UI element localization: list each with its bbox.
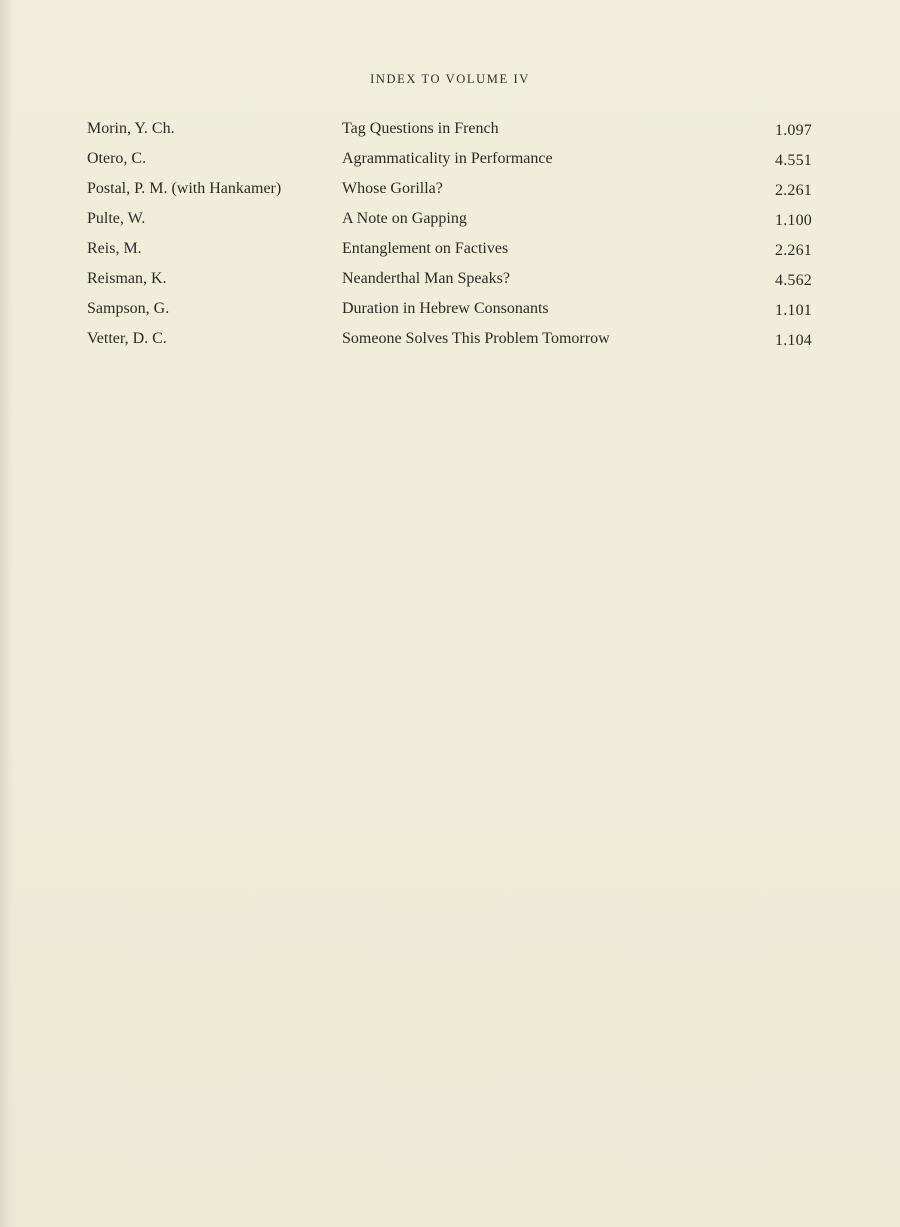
entry-title: Someone Solves This Problem Tomorrow	[342, 330, 610, 347]
entry-title: Tag Questions in French	[342, 120, 499, 137]
index-entry	[87, 326, 812, 356]
entry-author: Vetter, D. C.	[87, 330, 167, 347]
index-entry	[87, 116, 812, 146]
index-entry	[87, 146, 812, 176]
entry-reference: 1.097	[775, 122, 812, 139]
page-header: INDEX TO VOLUME IV	[370, 72, 530, 86]
entry-reference: 4.562	[775, 272, 812, 289]
entry-author: Morin, Y. Ch.	[87, 120, 175, 137]
entry-title: Neanderthal Man Speaks?	[342, 270, 510, 287]
entry-author: Otero, C.	[87, 150, 147, 167]
index-entry	[87, 266, 812, 296]
index-entry	[87, 296, 812, 326]
index-entry	[87, 236, 812, 266]
entry-author: Reisman, K.	[87, 270, 167, 287]
entry-reference: 2.261	[775, 182, 812, 199]
index-entry	[87, 206, 812, 236]
entry-reference: 1.101	[775, 302, 812, 319]
entry-author: Sampson, G.	[87, 300, 170, 317]
entry-author: Postal, P. M. (with Hankamer)	[87, 180, 282, 197]
entry-title: A Note on Gapping	[342, 210, 467, 227]
index-table	[87, 116, 812, 356]
entry-title: Duration in Hebrew Consonants	[342, 300, 549, 317]
page-edge-shadow	[0, 0, 14, 1227]
entry-reference: 2.261	[775, 242, 812, 259]
entry-author: Reis, M.	[87, 240, 142, 257]
entry-reference: 1.100	[775, 212, 812, 229]
entry-reference: 4.551	[775, 152, 812, 169]
entry-author: Pulte, W.	[87, 210, 146, 227]
entry-title: Entanglement on Factives	[342, 240, 509, 257]
entry-reference: 1.104	[775, 332, 812, 349]
entry-title: Whose Gorilla?	[342, 180, 443, 197]
entry-title: Agrammaticality in Performance	[342, 150, 553, 167]
index-entry	[87, 176, 812, 206]
